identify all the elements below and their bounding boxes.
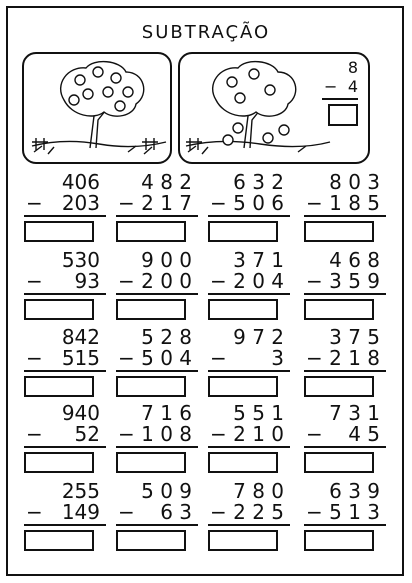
- result-line: [24, 370, 106, 372]
- result-line: [116, 293, 198, 295]
- result-line: [24, 524, 106, 526]
- result-line: [208, 293, 290, 295]
- minuend: 255: [61, 479, 100, 503]
- subtraction-problem: [300, 403, 386, 445]
- subtraction-problem: [300, 481, 386, 523]
- answer-box[interactable]: [24, 221, 94, 242]
- minus-sign: −: [118, 346, 135, 370]
- subtraction-problem: [112, 327, 198, 369]
- example-answer-box[interactable]: [328, 104, 358, 126]
- minus-sign: −: [210, 346, 227, 370]
- subtrahend: 3 5 9: [329, 269, 380, 293]
- minuend: 9 0 0: [141, 248, 192, 272]
- subtrahend: 6 3: [160, 500, 192, 524]
- subtrahend: 2 2 5: [233, 500, 284, 524]
- result-line: [208, 215, 290, 217]
- subtrahend: 2 1 0: [233, 422, 284, 446]
- answer-box[interactable]: [304, 221, 374, 242]
- minuend: 940: [61, 401, 100, 425]
- answer-box[interactable]: [208, 299, 278, 320]
- result-line: [24, 215, 106, 217]
- subtraction-problem: [112, 403, 198, 445]
- subtraction-problem: [300, 327, 386, 369]
- answer-box[interactable]: [116, 221, 186, 242]
- result-line: [208, 370, 290, 372]
- subtrahend: 4 5: [348, 422, 380, 446]
- minuend: 6 3 2: [233, 170, 284, 194]
- subtrahend: 1 0 8: [141, 422, 192, 446]
- subtraction-problem: [204, 403, 290, 445]
- minus-sign: −: [26, 346, 43, 370]
- minuend: 6 3 9: [329, 479, 380, 503]
- minuend: 842: [61, 325, 100, 349]
- result-line: [304, 293, 386, 295]
- result-line: [304, 215, 386, 217]
- subtraction-problem: [20, 250, 106, 292]
- minuend: 5 0 9: [141, 479, 192, 503]
- subtrahend: 149: [61, 500, 100, 524]
- subtrahend: 5 0 4: [141, 346, 192, 370]
- result-line: [116, 446, 198, 448]
- minus-sign: −: [210, 422, 227, 446]
- minus-sign: −: [118, 269, 135, 293]
- subtrahend: 5 0 6: [233, 191, 284, 215]
- minuend: 4 6 8: [329, 248, 380, 272]
- example-bottom-number: 4: [347, 77, 358, 96]
- answer-box[interactable]: [304, 376, 374, 397]
- result-line: [116, 370, 198, 372]
- minuend: 530: [61, 248, 100, 272]
- subtraction-problem: [112, 250, 198, 292]
- result-line: [24, 293, 106, 295]
- minuend: 7 3 1: [329, 401, 380, 425]
- subtrahend: 5 1 3: [329, 500, 380, 524]
- subtrahend: 3: [271, 346, 284, 370]
- minus-sign: −: [118, 500, 135, 524]
- minuend: 5 5 1: [233, 401, 284, 425]
- apple-tree-picture-full: [22, 52, 172, 164]
- answer-box[interactable]: [24, 376, 94, 397]
- answer-box[interactable]: [208, 530, 278, 551]
- subtrahend: 93: [74, 269, 100, 293]
- minus-sign: −: [306, 269, 323, 293]
- answer-box[interactable]: [116, 299, 186, 320]
- subtraction-problem: [20, 327, 106, 369]
- minus-sign: −: [306, 191, 323, 215]
- example-top-number: 8: [347, 58, 358, 77]
- subtraction-problem: [300, 172, 386, 214]
- page-title: SUBTRAÇÃO: [141, 22, 271, 43]
- subtraction-problem: [20, 403, 106, 445]
- answer-box[interactable]: [24, 299, 94, 320]
- minuend: 3 7 1: [233, 248, 284, 272]
- result-line: [304, 446, 386, 448]
- minus-sign: −: [118, 191, 135, 215]
- subtraction-problem: [112, 172, 198, 214]
- result-line: [304, 370, 386, 372]
- answer-box[interactable]: [208, 452, 278, 473]
- result-line: [208, 524, 290, 526]
- result-line: [208, 446, 290, 448]
- minus-sign: −: [210, 269, 227, 293]
- result-line: [116, 215, 198, 217]
- minus-sign: −: [26, 500, 43, 524]
- answer-box[interactable]: [304, 530, 374, 551]
- minuend: 8 0 3: [329, 170, 380, 194]
- subtrahend: 52: [74, 422, 100, 446]
- subtrahend: 2 0 4: [233, 269, 284, 293]
- subtrahend: 2 1 8: [329, 346, 380, 370]
- result-line: [24, 446, 106, 448]
- subtrahend: 2 1 7: [141, 191, 192, 215]
- apple-tree-picture-fallen: [178, 52, 370, 164]
- minus-sign: −: [26, 191, 43, 215]
- minuend: 406: [61, 170, 100, 194]
- minus-sign: −: [324, 77, 338, 96]
- minus-sign: −: [26, 422, 43, 446]
- answer-box[interactable]: [116, 530, 186, 551]
- subtrahend: 515: [61, 346, 100, 370]
- minus-sign: −: [118, 422, 135, 446]
- subtraction-problem: [300, 250, 386, 292]
- minuend: 7 1 6: [141, 401, 192, 425]
- answer-box[interactable]: [208, 376, 278, 397]
- answer-box[interactable]: [208, 221, 278, 242]
- answer-box[interactable]: [116, 376, 186, 397]
- answer-box[interactable]: [304, 452, 374, 473]
- subtraction-problem: [204, 481, 290, 523]
- minus-sign: −: [26, 269, 43, 293]
- subtraction-problem: [204, 327, 290, 369]
- example-subtraction: [322, 58, 358, 126]
- result-line: [304, 524, 386, 526]
- answer-box[interactable]: [304, 299, 374, 320]
- minus-sign: −: [306, 346, 323, 370]
- answer-box[interactable]: [116, 452, 186, 473]
- subtrahend: 2 0 0: [141, 269, 192, 293]
- minus-sign: −: [306, 500, 323, 524]
- subtraction-problem: [20, 172, 106, 214]
- subtraction-problem: [204, 172, 290, 214]
- subtrahend: 203: [61, 191, 100, 215]
- result-line: [116, 524, 198, 526]
- minuend: 4 8 2: [141, 170, 192, 194]
- subtraction-problem: [112, 481, 198, 523]
- subtraction-problem: [204, 250, 290, 292]
- minuend: 3 7 5: [329, 325, 380, 349]
- minuend: 5 2 8: [141, 325, 192, 349]
- minuend: 9 7 2: [233, 325, 284, 349]
- subtraction-problem: [20, 481, 106, 523]
- minus-sign: −: [210, 500, 227, 524]
- answer-box[interactable]: [24, 530, 94, 551]
- subtrahend: 1 8 5: [329, 191, 380, 215]
- minuend: 7 8 0: [233, 479, 284, 503]
- answer-box[interactable]: [24, 452, 94, 473]
- minus-sign: −: [210, 191, 227, 215]
- minus-sign: −: [306, 422, 323, 446]
- result-line: [322, 98, 358, 100]
